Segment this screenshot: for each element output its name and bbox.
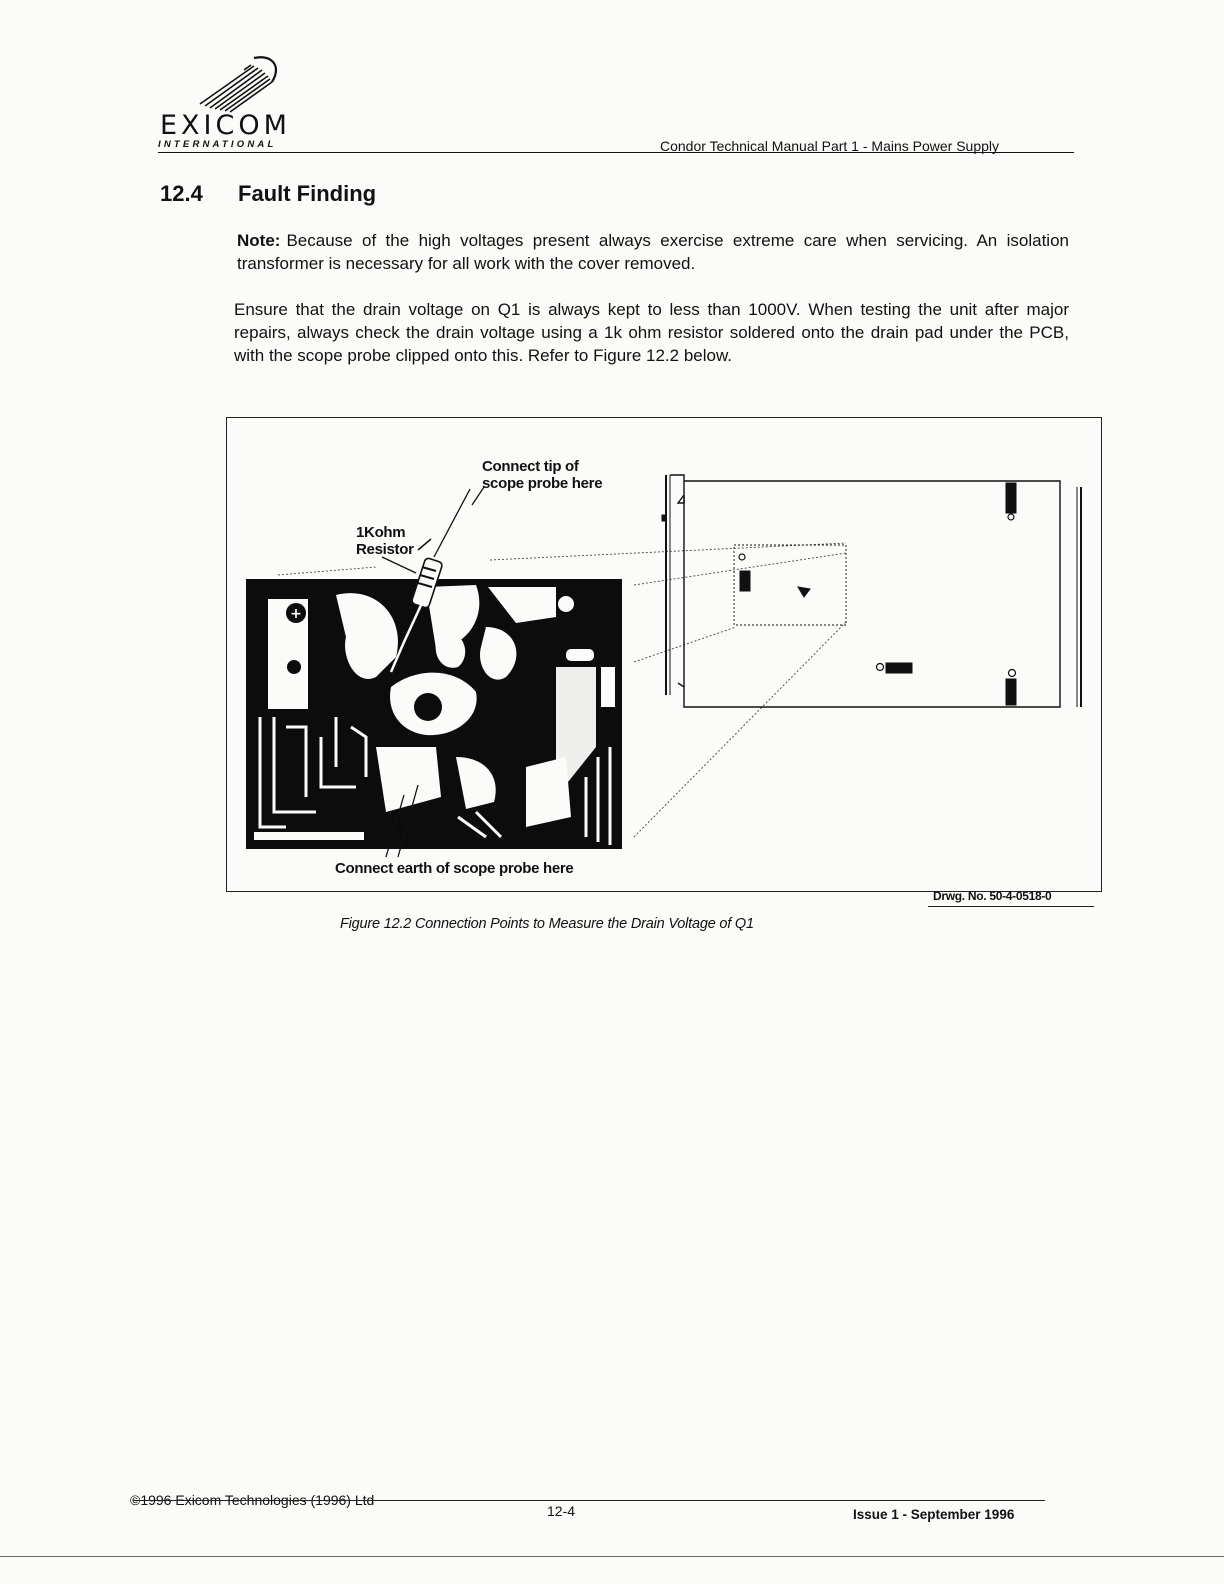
callout-probe-tip-line2: scope probe here [482, 475, 603, 492]
callout-resistor [356, 524, 414, 558]
manual-title: Condor Technical Manual Part 1 - Mains Power Supply [660, 138, 1000, 154]
callout-probe-tip [482, 458, 602, 492]
svg-text:+: + [290, 606, 302, 622]
figure-caption: Figure 12.2 Connection Points to Measure the Drain Voltage of Q1 [340, 916, 754, 932]
pcb-diagram [226, 417, 1102, 892]
footer-copyright: ©1996 Exicom Technologies (1996) Ltd [130, 1492, 375, 1508]
footer-page-number: 12-4 [547, 1503, 576, 1519]
callout-probe-earth: Connect earth of scope probe here [335, 860, 574, 877]
logo-subtitle: INTERNATIONAL [158, 139, 277, 150]
safety-note [237, 229, 1069, 275]
pcb-component-side-view [662, 475, 1081, 707]
section-number: 12.4 [160, 181, 203, 206]
drawing-number: Drwg. No. 50-4-0518-0 [933, 889, 1052, 903]
note-text: Because of the high voltages present always exercise extreme care when servicing. An isolation transformer is necessary for all work with the cover removed. [237, 231, 1069, 273]
drawing-number-rule [928, 906, 1094, 907]
header-divider [158, 152, 1074, 153]
note-label: Note: [237, 231, 281, 250]
logo-wordmark: EXICOM [160, 110, 291, 141]
callout-probe-tip-line1: Connect tip of [482, 458, 579, 475]
callout-resistor-line1: 1Kohm [356, 524, 406, 541]
scan-edge-line [0, 1556, 1224, 1557]
exicom-logo-icon [196, 52, 286, 114]
section-title: Fault Finding [238, 181, 377, 206]
callout-resistor-line2: Resistor [356, 541, 414, 558]
footer-divider [133, 1500, 1045, 1501]
footer-issue: Issue 1 - September 1996 [853, 1507, 1015, 1522]
pcb-solder-side-view [246, 539, 622, 849]
instruction-paragraph: Ensure that the drain voltage on Q1 is always kept to less than 1000V. When testing the unit after major repairs, always check the drain voltage using a 1k ohm resistor soldered onto the drain pad under the PCB, with the scope probe clipped onto this. Refer to Figure 12.2 below. [234, 300, 1069, 365]
